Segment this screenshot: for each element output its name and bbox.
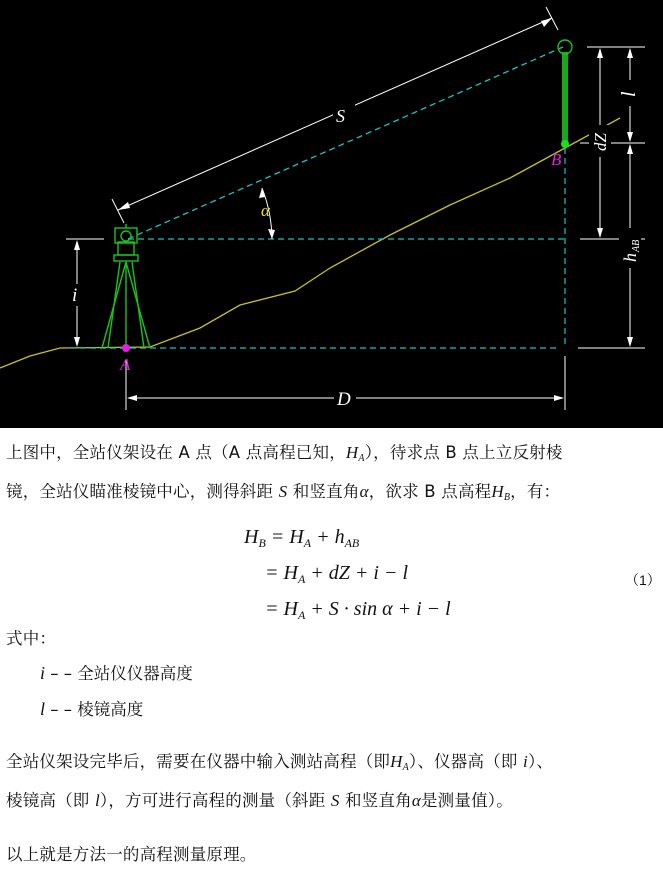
label-i: i <box>72 285 78 306</box>
label-d: D <box>337 389 351 410</box>
point-a-marker <box>122 344 130 352</box>
label-b: B <box>551 150 562 169</box>
conclusion-paragraph: 以上就是方法一的高程测量原理。 <box>6 845 257 864</box>
formula-row-3: = $H_A + S \cdot \sin \alpha + i - l$ <box>265 598 451 622</box>
intro-paragraph <box>6 436 658 514</box>
where-label: 式中： <box>6 629 57 648</box>
terrain-line <box>0 118 620 368</box>
sight-line <box>128 47 563 239</box>
setup-line-1: 全站仪架设完毕后，需要在仪器中输入测站高程（即$H_A$）、仪器高（即 i）、 <box>6 752 554 773</box>
definition-l: l – – 棱镜高度 <box>40 699 144 719</box>
diagram-svg <box>0 0 663 428</box>
intro-line-2: 镜，全站仪瞄准棱镜中心，测得斜距 S 和竖直角α，欲求 B 点高程$H_B$，有： <box>6 482 561 503</box>
total-station-icon <box>102 224 150 348</box>
svg-text:AB: AB <box>631 239 642 252</box>
prism-rod-icon <box>558 40 572 144</box>
height-formula <box>244 522 544 630</box>
intro-line-1: 上图中，全站仪架设在 A 点（A 点高程已知，$H_A$），待求点 B 点上立反射棱 <box>6 443 563 464</box>
svg-text:h: h <box>620 253 640 262</box>
label-dz: dZ <box>591 133 610 151</box>
point-b-marker <box>561 140 569 148</box>
label-l: l <box>618 91 640 97</box>
survey-diagram <box>0 0 663 428</box>
label-alpha: α <box>261 201 270 220</box>
equation-number: （1） <box>625 572 661 588</box>
definition-i: i – – 全站仪仪器高度 <box>40 663 193 683</box>
setup-line-2: 棱镜高（即 l），方可进行高程的测量（斜距 S 和竖直角α是测量值）。 <box>6 791 513 810</box>
formula-row-2: = $H_A$ + dZ + i − l <box>265 562 409 586</box>
setup-paragraph <box>6 745 658 817</box>
formula-row-1: $H_B = H_A + h_{AB}$ <box>244 526 360 550</box>
label-s: S <box>336 106 345 126</box>
label-a: A <box>120 355 131 374</box>
